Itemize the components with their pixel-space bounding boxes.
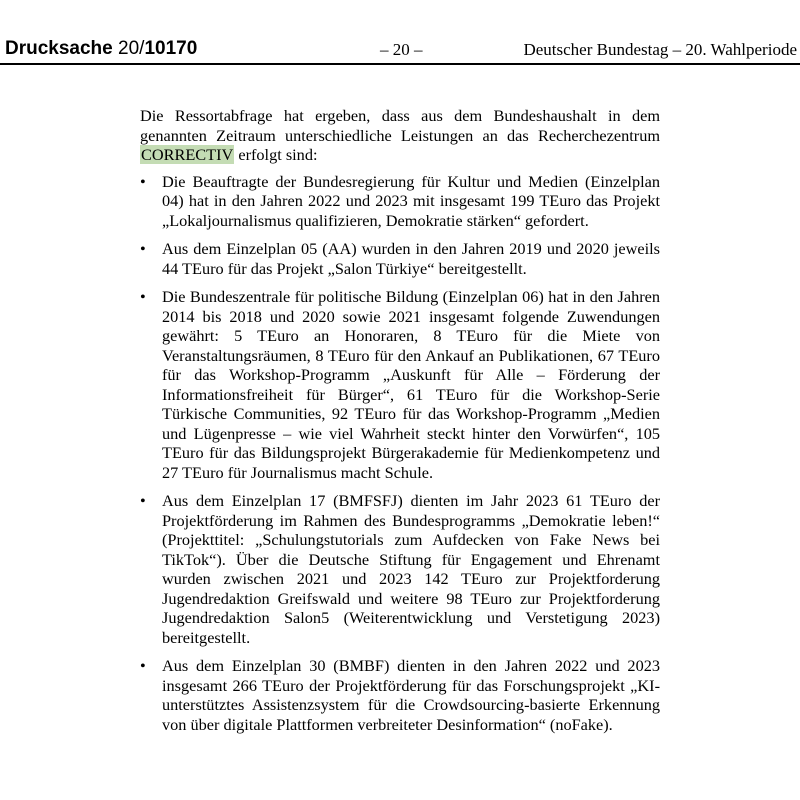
bullet-list — [140, 172, 660, 735]
list-item-text: Aus dem Einzelplan 30 (BMBF) dienten in den Jahren 2022 und 2023 insgesamt 266 TEuro der Projektförderung für das Forschungsprojekt „KI-unterstütztes Assistenzsystem für die Crowdsourcing-basierte Erkennung von über digitale Plattformen verbreiteter Desinformation“ (noFake). — [162, 656, 660, 734]
list-item-text: Aus dem Einzelplan 05 (AA) wurden in den Jahren 2019 und 2020 jeweils 44 TEuro für das Projekt „Salon Türkiye“ bereitgestellt. — [162, 239, 660, 278]
doc-label: Drucksache — [5, 38, 119, 59]
list-item-text: Aus dem Einzelplan 17 (BMFSFJ) dienten im Jahr 2023 61 TEuro der Projektförderung im Rahmen des Bundesprogramms „Demokratie leben!“ (Projekttitel: „Schulungstutorials zum Aufdecken von Fake News bei TikTok“). Über die Deutsche Stiftung für Engagement und Ehrenamt wurden zwischen 2021 und 2023 142 TEuro zur Projektforderung Jugendredaktion Greifswald und weitere 98 TEuro zur Projektforderung Jugendredaktion Salon5 (Weiterentwicklung und Verstetigung 2023) bereitgestellt. — [162, 491, 660, 647]
list-item — [140, 172, 660, 231]
header-divider — [0, 63, 800, 65]
list-item-text: Die Beauftragte der Bundesregierung für Kultur und Medien (Einzelplan 04) hat in den Jahren 2022 und 2023 mit insgesamt 199 TEuro das Projekt „Lokaljournalismus qualifizieren, Demokratie stärken“ gefordert. — [162, 171, 660, 230]
doc-number-part-b: 10170 — [144, 38, 198, 59]
list-item-text: Die Bundeszentrale für politische Bildung (Einzelplan 06) hat in den Jahren 2014 bis 2018 und 2020 sowie 2021 insgesamt folgende Zuwendungen gewährt: 5 TEuro an Honoraren, 8 TEuro für die Miete von Veranstaltungsräumen, 8 TEuro für den Ankauf an Publikationen, 67 TEuro für das Workshop-Programm „Auskunft für Alle – Förderung der Informationsfreiheit für Bürger“, 61 TEuro für die Workshop-Serie Türkische Communities, 92 TEuro für das Workshop-Programm „Medien und Lügenpresse – wie viel Wahrheit steckt hinter den Vorwürfen“, 105 TEuro für das Bildungsprojekt Bürgerakademie für Medienkompetenz und 27 TEuro für Journalismus macht Schule. — [162, 287, 660, 482]
page-number: – 20 – — [380, 40, 423, 59]
bullet-icon: • — [140, 656, 146, 675]
intro-text-end: erfolgt sind: — [234, 145, 318, 164]
document-number — [5, 38, 197, 60]
doc-number-part-a: 20/ — [118, 38, 145, 59]
bullet-icon: • — [140, 239, 146, 258]
list-item — [140, 287, 660, 482]
bullet-icon: • — [140, 287, 146, 306]
list-item — [140, 491, 660, 647]
list-item — [140, 239, 660, 278]
institution-label: Deutscher Bundestag – 20. Wahlperiode — [523, 40, 797, 59]
intro-text-start: Die Ressortabfrage hat ergeben, dass aus dem Bundeshaushalt in dem genannten Zeitraum unterschiedliche Leistungen an das Recherchezentrum — [140, 106, 660, 145]
page-header — [0, 0, 800, 66]
list-item — [140, 656, 660, 734]
intro-paragraph — [140, 106, 660, 165]
body-text — [140, 106, 660, 743]
highlighted-term: CORRECTIV — [141, 145, 234, 164]
bullet-icon: • — [140, 171, 146, 191]
bullet-icon: • — [140, 491, 146, 510]
